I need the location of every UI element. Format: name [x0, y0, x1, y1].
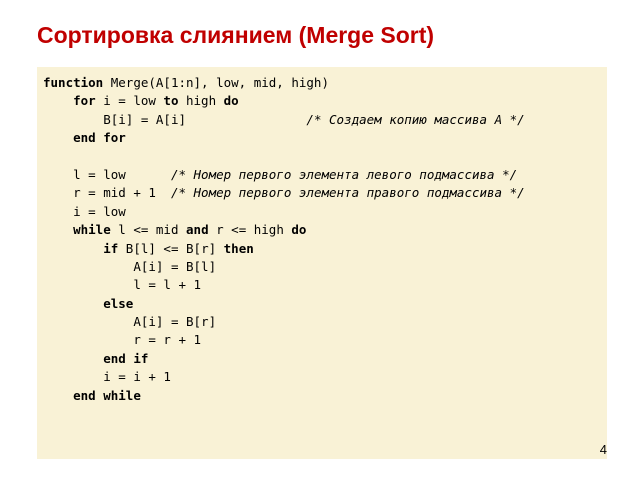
code-text: l <= mid [110, 222, 187, 238]
code-text: i = low [95, 93, 164, 109]
code-keyword: end for [73, 130, 126, 146]
code-line [43, 240, 607, 258]
code-text: B[l] <= B[r] [118, 240, 224, 256]
code-line [43, 111, 607, 129]
code-keyword: if [103, 240, 119, 256]
code-keyword: to [163, 93, 179, 109]
code-keyword: and [186, 222, 209, 238]
code-text: r <= high [208, 222, 292, 238]
code-text: r = r + 1 [133, 332, 202, 348]
code-line [43, 184, 607, 202]
code-keyword: while [73, 222, 111, 238]
code-text: A[i] = B[r] [133, 314, 217, 330]
code-line [43, 350, 607, 368]
code-line [43, 368, 607, 386]
code-line [43, 276, 607, 294]
code-line [43, 74, 607, 92]
code-line [43, 148, 607, 166]
code-keyword: for [73, 93, 96, 109]
code-text: l = l + 1 [133, 277, 202, 293]
code-text: i = low [73, 203, 126, 219]
code-keyword: end if [103, 350, 149, 366]
code-comment: /* Номер первого элемента левого подмассива */ [170, 166, 518, 182]
code-text: high [178, 93, 224, 109]
code-text: B[i] = A[i] [103, 111, 307, 127]
code-keyword: do [291, 222, 307, 238]
slide-title: Сортировка слиянием (Merge Sort) [37, 22, 435, 48]
code-line [43, 387, 607, 405]
code-line [43, 295, 607, 313]
code-block [37, 67, 607, 459]
code-keyword: function [43, 75, 104, 90]
code-text: A[i] = B[l] [133, 258, 217, 274]
code-line [43, 331, 607, 349]
code-text: i = i + 1 [103, 369, 171, 385]
code-line [43, 258, 607, 276]
code-keyword: end while [73, 387, 141, 403]
code-keyword: else [103, 295, 134, 311]
code-line [43, 129, 607, 147]
code-text: Merge(A[1:n], low, mid, high) [103, 75, 329, 90]
code-line [43, 166, 607, 184]
page-number: 4 [599, 442, 607, 457]
code-line [43, 221, 607, 239]
code-keyword: do [223, 93, 239, 109]
code-line [43, 92, 607, 110]
code-comment: /* Номер первого элемента правого подмассива */ [170, 185, 525, 201]
code-comment: /* Создаем копию массива A */ [306, 111, 525, 127]
code-line [43, 313, 607, 331]
code-text: l = low [73, 166, 171, 182]
code-line [43, 203, 607, 221]
code-text: r = mid + 1 [73, 185, 171, 201]
code-keyword: then [223, 240, 254, 256]
